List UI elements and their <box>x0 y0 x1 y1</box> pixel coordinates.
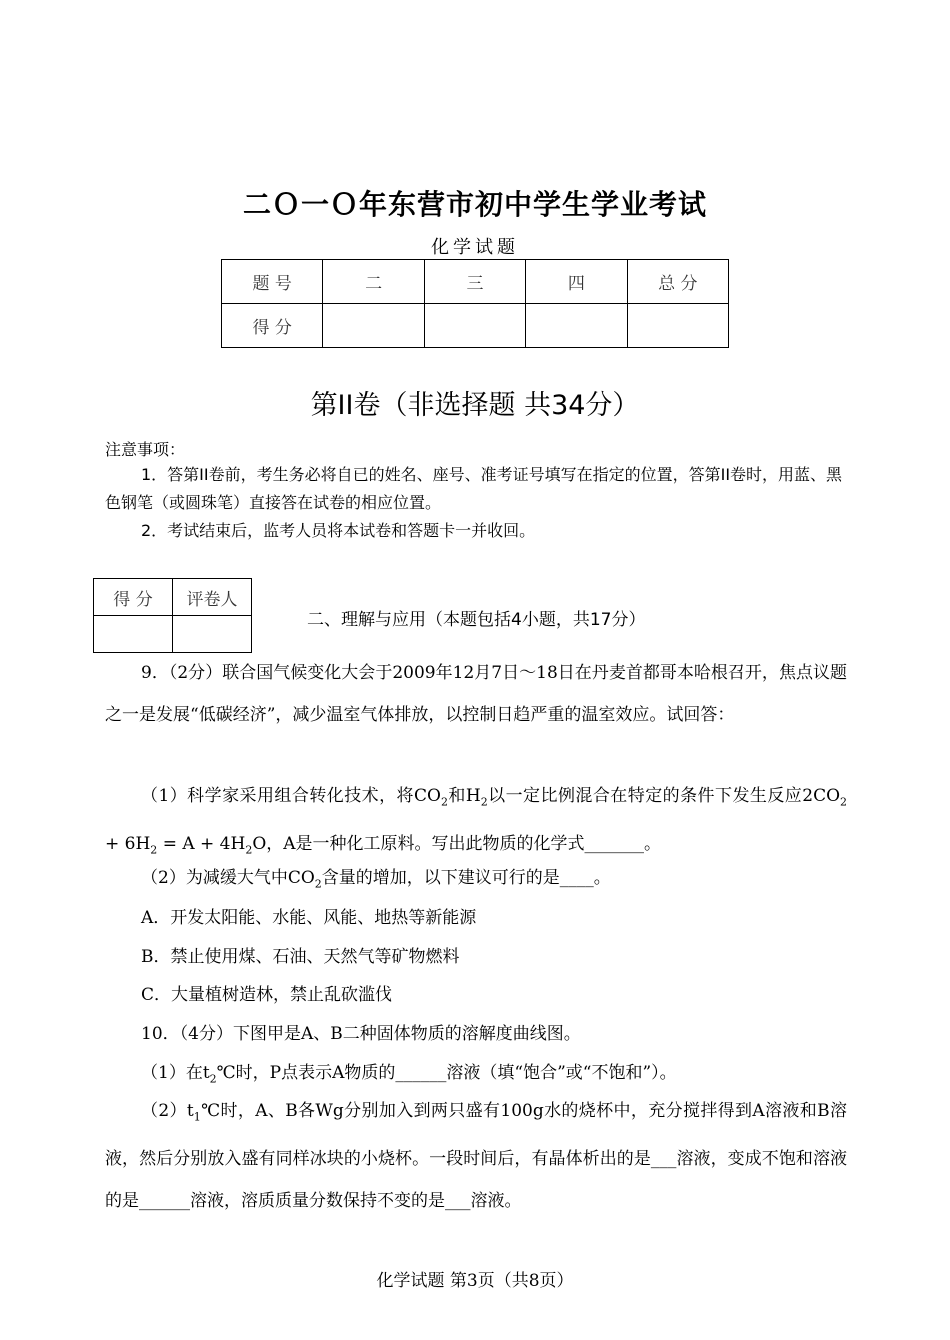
q10-sub1: （1）在$t_2℃$时，P点表示A物质的______溶液（填“饱合”或“不饱和”）。 <box>141 1063 677 1086</box>
q9-sub1: （1）科学家采用组合转化技术，将$CO_2$和$H_2$以一定比例混合在特定的条件下发生反应$2CO_2 + 6H_2 = A + 4H_2O$，A是一种化工原料。写出此物质的化学式_______。 <box>105 786 848 857</box>
q9-option-c: C．大量植树造林，禁止乱砍滥伐 <box>141 985 393 1005</box>
score-table <box>221 259 729 348</box>
q9-option-b: B．禁止使用煤、石油、天然气等矿物燃料 <box>141 947 460 967</box>
score-table-header-row <box>222 260 729 304</box>
score-cell-q3: 三 <box>424 260 525 304</box>
score-cell-label: 题 号 <box>222 260 323 304</box>
page-footer: 化学试题 第3页（共8页） <box>376 1271 574 1291</box>
q10-stem: 10．（4分）下图甲是A、B二种固体物质的溶解度曲线图。 <box>141 1024 581 1044</box>
score-cell-total: 总 分 <box>627 260 728 304</box>
exam-subtitle: 化学试题 <box>431 237 519 258</box>
score-cell-q4: 四 <box>526 260 627 304</box>
notice-item-2: 2．考试结束后，监考人员将本试卷和答题卡一并收回。 <box>141 521 536 540</box>
score-table-score-row <box>222 304 729 348</box>
grader-blank <box>173 616 252 653</box>
grader-blank <box>94 616 173 653</box>
part2-title: 二、理解与应用（本题包括4小题，共17分） <box>307 610 646 630</box>
q9-sub2: （2）为减缓大气中$CO_2$含量的增加，以下建议可行的是____。 <box>141 868 611 891</box>
score-blank <box>323 304 424 348</box>
score-blank <box>627 304 728 348</box>
score-blank <box>424 304 525 348</box>
q9-stem: 9．（2分）联合国气候变化大会于2009年12月7日～18日在丹麦首都哥本哈根召开，焦点议题之一是发展“低碳经济”，减少温室气体排放，以控制日趋严重的温室效应。试回答： <box>105 663 847 725</box>
section-title: 第II卷（非选择题 共34分） <box>310 390 640 421</box>
grader-score-label: 得 分 <box>94 579 173 616</box>
notice-item-1: 1．答第II卷前，考生务必将自已的姓名、座号、准考证号填写在指定的位置，答第II卷时，用蓝、黑色钢笔（或圆珠笔）直接答在试卷的相应位置。 <box>105 465 843 512</box>
q9-option-a: A．开发太阳能、水能、风能、地热等新能源 <box>141 908 477 928</box>
grader-table <box>93 578 252 653</box>
score-cell-q2: 二 <box>323 260 424 304</box>
exam-title: 二Ｏ一Ｏ年东营市初中学生学业考试 <box>242 188 707 221</box>
notice-heading: 注意事项： <box>105 440 186 459</box>
grader-name-label: 评卷人 <box>173 579 252 616</box>
score-row-label: 得 分 <box>222 304 323 348</box>
q10-sub2: $(2)t_1℃$时，A、B各Wg分别加入到两只盛有100g水的烧杯中，充分搅拌得到A溶液和B溶液，然后分别放入盛有同样冰块的小烧杯。一段时间后，有晶体析出的是___溶液，变成不饱和溶液的是______溶液，溶质质量分数保持不变的是___溶液。 <box>105 1101 847 1212</box>
score-blank <box>526 304 627 348</box>
